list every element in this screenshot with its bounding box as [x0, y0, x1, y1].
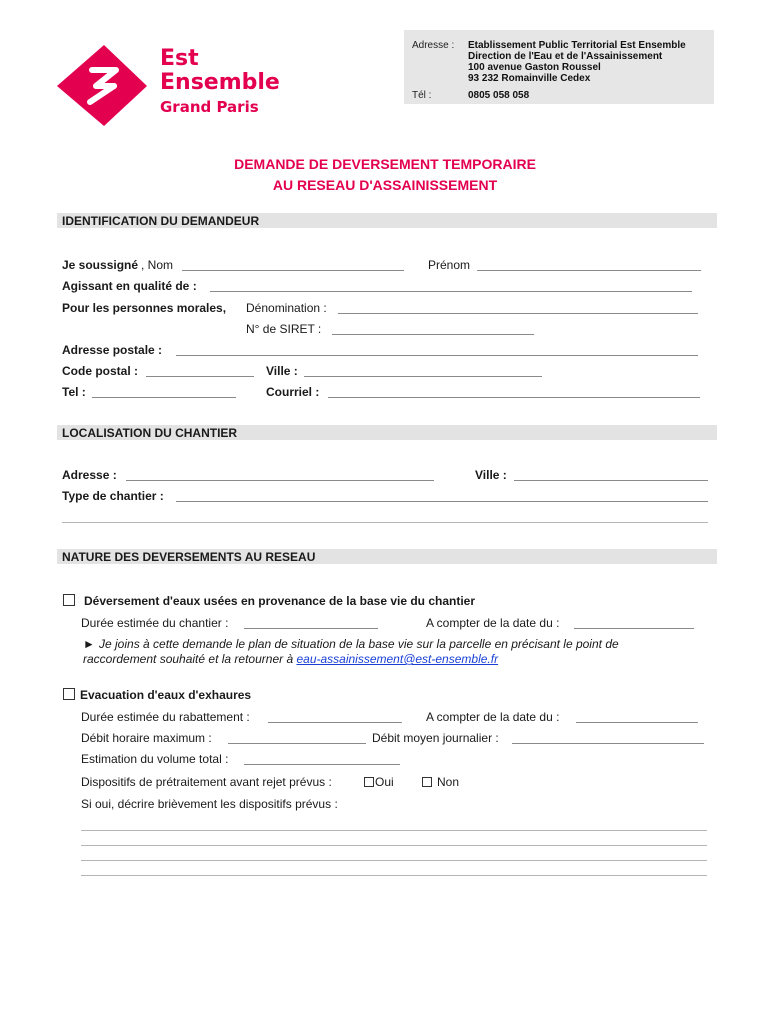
loc-ville-label: Ville : — [475, 468, 507, 482]
page-title-line1: DEMANDE DE DEVERSEMENT TEMPORAIRE — [234, 156, 536, 172]
si-oui-label: Si oui, décrire brièvement les dispositifs prévus : — [81, 797, 338, 811]
adresse-postale-label: Adresse postale : — [62, 343, 163, 357]
address-label: Adresse : — [412, 40, 455, 51]
page-title-line2: AU RESEAU D'ASSAINISSEMENT — [272, 177, 498, 193]
compter-date-label-1: A compter de la date du : — [426, 616, 560, 630]
tel-label: Tél : — [412, 90, 432, 101]
debit-moyen-field[interactable] — [512, 743, 704, 744]
oui-checkbox[interactable] — [364, 777, 374, 787]
volume-field[interactable] — [244, 764, 400, 765]
logo-line2: Ensemble — [160, 70, 280, 95]
description-line-3[interactable] — [81, 860, 707, 861]
siret-field[interactable] — [332, 334, 534, 335]
arrow-icon: ► — [83, 637, 95, 651]
description-line-2[interactable] — [81, 845, 707, 846]
non-checkbox[interactable] — [422, 777, 432, 787]
type-chantier-field-2[interactable] — [62, 522, 708, 523]
type-chantier-field[interactable] — [176, 501, 708, 502]
courriel-field[interactable] — [328, 397, 700, 398]
non-label: Non — [437, 775, 460, 789]
personnes-morales-label: Pour les personnes morales, — [62, 301, 227, 315]
note-line2 — [83, 652, 498, 666]
compter-date-label-2: A compter de la date du : — [426, 710, 560, 724]
prenom-field[interactable] — [477, 270, 701, 271]
ville-field[interactable] — [304, 376, 542, 377]
logo-line1: Est — [160, 46, 199, 71]
compter-date-field-1[interactable] — [574, 628, 694, 629]
agissant-field[interactable] — [210, 291, 692, 292]
logo-line3: Grand Paris — [160, 98, 259, 116]
section-localisation — [57, 425, 717, 440]
compter-date-field-2[interactable] — [576, 722, 698, 723]
loc-ville-field[interactable] — [514, 480, 708, 481]
denomination-label: Dénomination : — [246, 301, 327, 315]
duree-chantier-label: Durée estimée du chantier : — [81, 616, 229, 630]
section-localisation-heading: LOCALISATION DU CHANTIER — [62, 426, 238, 440]
option1-checkbox[interactable] — [63, 594, 75, 606]
siret-label: N° de SIRET : — [246, 322, 322, 336]
tel-value: 0805 058 058 — [468, 90, 530, 101]
volume-label: Estimation du volume total : — [81, 752, 229, 766]
nom-label: , Nom — [141, 258, 174, 272]
tel-label-form: Tel : — [62, 385, 86, 399]
address-line-2: Direction de l'Eau et de l'Assainissement — [468, 51, 663, 62]
loc-adresse-label: Adresse : — [62, 468, 117, 482]
tel-field[interactable] — [92, 397, 236, 398]
option2-label: Evacuation d'eaux d'exhaures — [80, 688, 252, 702]
ville-label: Ville : — [266, 364, 298, 378]
address-line-4: 93 232 Romainville Cedex — [468, 73, 591, 84]
address-box — [404, 30, 714, 104]
description-line-4[interactable] — [81, 875, 707, 876]
address-line-1: Etablissement Public Territorial Est Ensemble — [468, 40, 686, 51]
agissant-label: Agissant en qualité de : — [62, 279, 197, 293]
adresse-postale-field[interactable] — [176, 355, 698, 356]
je-soussigne-label: Je soussigné — [62, 258, 139, 272]
debit-max-field[interactable] — [228, 743, 366, 744]
duree-chantier-field[interactable] — [244, 628, 378, 629]
code-postal-label: Code postal : — [62, 364, 139, 378]
courriel-label: Courriel : — [266, 385, 320, 399]
loc-adresse-field[interactable] — [126, 480, 434, 481]
note-line1: Je joins à cette demande le plan de situation de la base vie sur la parcelle en précisant le point de — [99, 637, 619, 651]
section-nature-heading: NATURE DES DEVERSEMENTS AU RESEAU — [62, 550, 316, 564]
est-ensemble-logo — [52, 40, 292, 126]
code-postal-field[interactable] — [146, 376, 254, 377]
email-link[interactable]: eau-assainissement@est-ensemble.fr — [296, 652, 499, 666]
option1-label: Déversement d'eaux usées en provenance de la base vie du chantier — [84, 594, 476, 608]
denomination-field[interactable] — [338, 313, 698, 314]
duree-rabattement-label: Durée estimée du rabattement : — [81, 710, 250, 724]
address-line-3: 100 avenue Gaston Roussel — [468, 62, 601, 73]
option2-checkbox[interactable] — [63, 688, 75, 700]
section-identification-heading: IDENTIFICATION DU DEMANDEUR — [62, 214, 260, 228]
oui-label: Oui — [375, 775, 394, 789]
est-ensemble-logo-icon — [52, 40, 152, 126]
debit-max-label: Débit horaire maximum : — [81, 731, 212, 745]
duree-rabattement-field[interactable] — [268, 722, 402, 723]
prenom-label: Prénom — [428, 258, 471, 272]
section-identification — [57, 213, 717, 228]
note-line2-text: raccordement souhaité et la retourner à — [83, 652, 294, 666]
section-nature — [57, 549, 717, 564]
dispositifs-label: Dispositifs de prétraitement avant rejet prévus : — [81, 775, 332, 789]
description-line-1[interactable] — [81, 830, 707, 831]
debit-moyen-label: Débit moyen journalier : — [372, 731, 499, 745]
nom-field[interactable] — [182, 270, 404, 271]
type-chantier-label: Type de chantier : — [62, 489, 164, 503]
